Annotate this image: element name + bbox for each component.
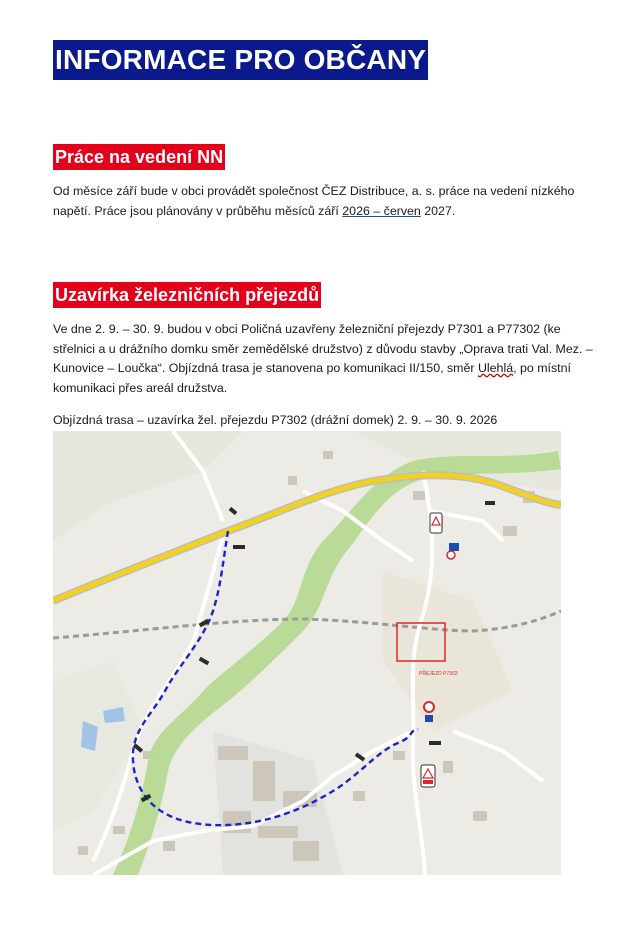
detour-map: [53, 431, 561, 875]
date-range-link: 2026 – červen: [342, 203, 421, 218]
map-caption: Objízdná trasa – uzavírka žel. přejezdu P7302 (drážní domek) 2. 9. – 30. 9. 2026: [53, 413, 498, 427]
section-heading-power-line: Práce na vedení NN: [53, 144, 225, 170]
closure-sign-icon: [430, 513, 442, 533]
detour-sign-icon: [447, 543, 459, 559]
page-title: INFORMACE PRO OBČANY: [53, 40, 428, 80]
railway-closure-paragraph: Ve dne 2. 9. – 30. 9. budou v obci Poličná uzavřeny železniční přejezdy P7301 a P77302 (ke střelnici a u drážního domku směr zemědělské družstvo) z důvodu stavby „Oprava trati Val. Mez. – Kunovice – Loučka“. Objízdná trasa je stanovena po komunikaci II/150, směr Ulehlá, po místní komunikaci přes areál družstva.: [53, 322, 593, 395]
section-heading-railway-closure: Uzavírka železničních přejezdů: [53, 282, 321, 308]
warning-sign-icon: [421, 765, 435, 787]
crossing-label: PŘEJEZD P7302: [419, 671, 458, 677]
power-line-paragraph: Od měsíce září bude v obci provádět společnost ČEZ Distribuce, a. s. práce na vedení nízkého napětí. Práce jsou plánovány v průběhu měsíců září 2026 – červen 2027.: [53, 184, 575, 218]
detour-map-graphic: [53, 431, 561, 875]
spellcheck-word: Ulehlá: [477, 361, 514, 375]
